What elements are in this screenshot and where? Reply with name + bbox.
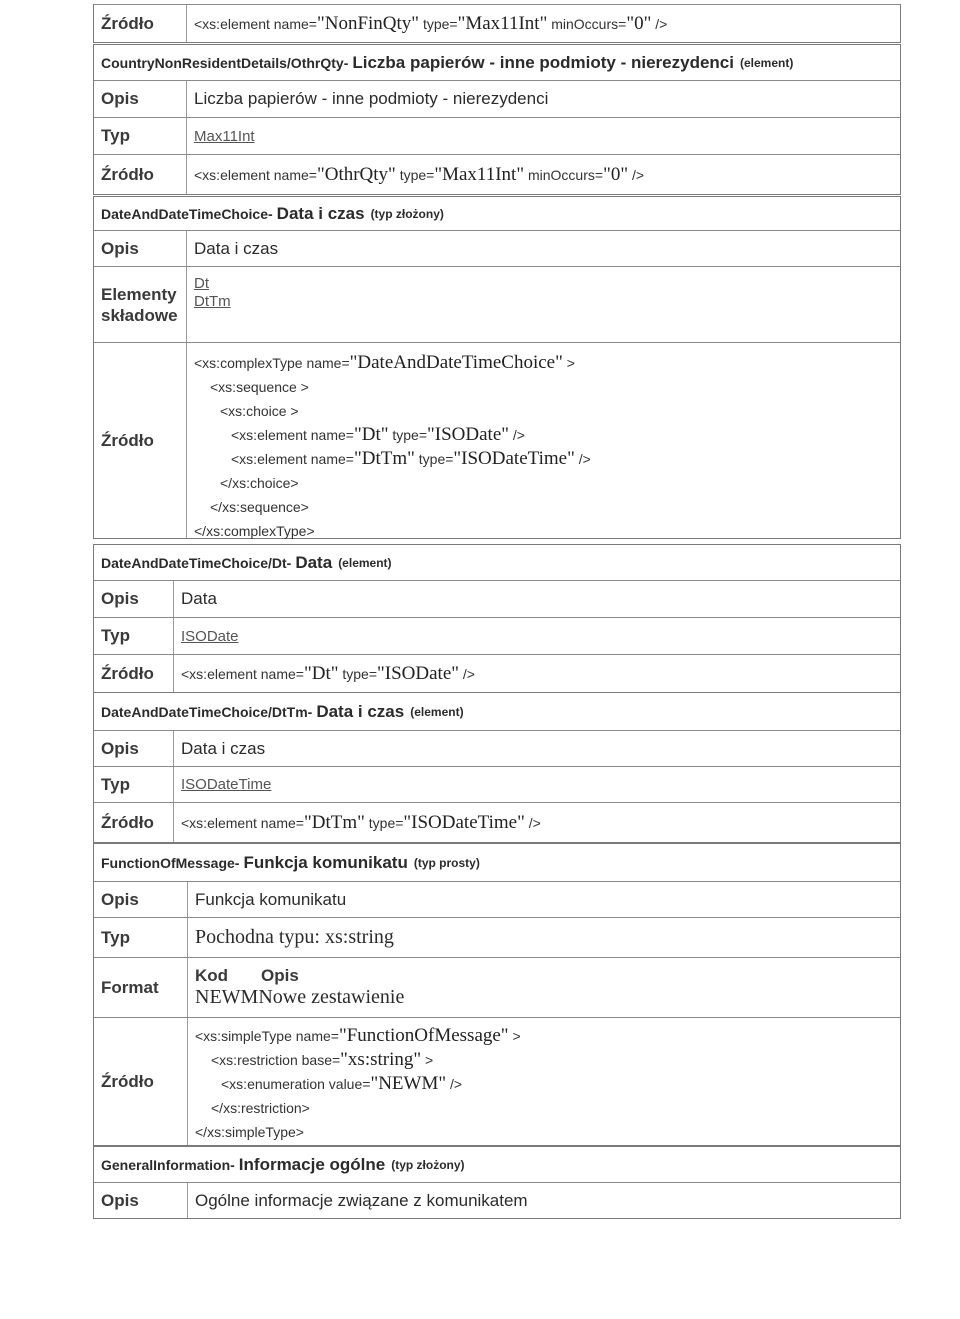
code-token: "Dt" [303,662,339,684]
opis-row [94,80,900,117]
code-token: "Dt" [353,424,389,445]
func-header [93,843,901,881]
opis-label: Opis [94,581,174,617]
code-token: "ISODateTime" [403,811,525,833]
source-row [94,154,900,194]
element-title: Funkcja komunikatu [243,852,408,872]
element-path: DateAndDateTimeChoice- [101,205,273,222]
element-path: CountryNonResidentDetails/OthrQty- [101,54,349,71]
code-token: "0" [626,12,652,34]
source-row [94,1017,900,1145]
code-token: > [512,1028,521,1044]
code-token: "DateAndDateTimeChoice" [349,352,563,373]
code-token: /> [512,427,525,443]
opis-value: Ogólne informacje związane z komunikatem [195,1190,528,1210]
dt-header [93,544,901,580]
code-token: > [425,1052,434,1068]
typ-value: Pochodna typu: xs:string [195,926,394,948]
nonfinqty-section [93,4,901,43]
code-token: type= [392,427,428,443]
code-line [195,1024,521,1048]
opis-label: Opis [94,731,174,766]
code-token: "xs:string" [340,1049,422,1070]
code-token: /> [450,1076,463,1092]
format-header [195,966,299,986]
code-token: <xs:enumeration value= [221,1076,371,1092]
code-token: <xs:element name= [231,427,354,443]
general-section [93,1182,901,1219]
opis-value: Data i czas [194,238,279,258]
code-token: <xs:simpleType name= [195,1028,339,1044]
code-line [211,1048,521,1072]
format-row [94,957,900,1017]
source-code [187,5,667,42]
element-title: Data i czas [276,203,365,223]
code-token: "NonFinQty" [316,12,420,34]
element-kind: (typ złożony) [370,206,444,221]
typ-row [94,766,900,802]
opis-column-header: Opis [261,966,299,985]
code-token: "OthrQty" [316,163,396,185]
opis-row [94,1182,900,1218]
code-token: <xs:complexType name= [194,355,350,371]
dt-section [93,580,901,693]
kod-column-header: Kod [195,966,229,985]
code-token: <xs:element name= [194,15,317,32]
opis-value: Data [181,589,217,608]
source-code [174,655,475,692]
code-token: "0" [603,163,629,185]
code-token: /> [631,166,645,183]
code-token: type= [418,451,454,467]
type-link[interactable]: ISODateTime [181,776,272,793]
code-line [194,351,591,375]
source-row [94,342,900,538]
code-token: "ISODate" [377,662,460,684]
element-link-dt[interactable]: Dt [194,275,209,292]
code-line: </xs:restriction> [211,1100,310,1116]
source-label: Źródło [94,803,174,842]
code-token: minOccurs= [551,15,627,32]
element-path: DateAndDateTimeChoice/DtTm- [101,703,313,720]
opis-value: Data i czas [181,738,266,758]
source-label: Źródło [94,343,187,538]
element-title: Liczba papierów - inne podmioty - nierezydenci [352,52,734,72]
code-line [231,423,591,447]
typ-label: Typ [94,767,174,802]
code-token: /> [528,814,541,831]
code-token: /> [578,451,591,467]
source-code [187,155,644,194]
source-label: Źródło [94,655,174,692]
source-label: Źródło [94,155,187,194]
opis-label: Opis [94,882,188,917]
code-token: "DtTm" [353,448,415,469]
format-value: NEWMNowe zestawienie [195,986,405,1008]
code-line: <xs:sequence > [210,379,309,395]
code-token: <xs:restriction base= [211,1052,341,1068]
code-token: type= [422,15,458,32]
opis-row [94,580,900,617]
type-link[interactable]: ISODate [181,627,239,645]
code-token: type= [368,814,404,831]
typ-row [94,617,900,654]
element-kind: (typ prosty) [413,855,480,870]
typ-row [94,917,900,957]
othrqty-section [93,80,901,195]
elements-row [94,266,900,342]
type-link[interactable]: Max11Int [194,127,255,145]
dtchoice-section [93,230,901,539]
code-line: </xs:choice> [220,475,299,491]
element-title: Informacje ogólne [238,1154,386,1174]
element-kind: (element) [338,555,392,570]
typ-row [94,117,900,154]
code-token: "NEWM" [370,1073,447,1094]
opis-label: Opis [94,81,187,117]
source-row [94,4,900,42]
code-token: type= [399,166,435,183]
element-kind: (typ złożony) [391,1157,465,1172]
typ-label: Typ [94,918,188,957]
opis-label: Opis [94,1183,188,1218]
opis-row [94,230,900,266]
code-token: "DtTm" [303,811,365,833]
opis-row [94,881,900,917]
code-token: type= [342,665,378,682]
code-line [231,447,591,471]
format-label: Format [94,958,188,1017]
element-link-dttm[interactable]: DtTm [194,293,231,310]
typ-label: Typ [94,118,187,154]
element-kind: (element) [410,704,464,719]
code-token: "Max11Int" [457,12,548,34]
code-line: <xs:choice > [220,403,299,419]
element-kind: (element) [739,55,794,70]
element-path: DateAndDateTimeChoice/Dt- [101,554,292,571]
code-token: "ISODate" [427,424,510,445]
source-code-block [188,1018,521,1145]
element-title: Data [295,552,333,572]
code-token: > [566,355,575,371]
code-token: "FunctionOfMessage" [338,1025,509,1046]
code-token: <xs:element name= [181,814,304,831]
element-path: FunctionOfMessage- [101,854,240,871]
source-label: Źródło [94,1018,188,1145]
opis-row [94,730,900,766]
code-token: "Max11Int" [434,163,525,185]
code-token: "ISODateTime" [453,448,575,469]
typ-label: Typ [94,618,174,654]
source-label: Źródło [94,5,187,42]
code-line [221,1072,521,1096]
code-token: <xs:element name= [231,451,354,467]
dttm-section [93,730,901,843]
code-token: <xs:element name= [194,166,317,183]
element-title: Data i czas [316,701,405,721]
code-line: </xs:complexType> [194,523,315,539]
func-section [93,881,901,1146]
code-token: /> [655,15,668,32]
code-token: /> [462,665,475,682]
code-line: </xs:sequence> [210,499,309,515]
opis-label: Opis [94,231,187,266]
othrqty-header [93,44,901,80]
dtchoice-header [93,196,901,230]
general-header [93,1146,901,1182]
opis-value: Liczba papierów - inne podmioty - nierezydenci [194,89,549,108]
code-token: <xs:element name= [181,665,304,682]
elements-label: Elementy składowe [94,267,187,342]
source-row [94,654,900,692]
source-code [174,803,541,842]
source-row [94,802,900,842]
source-code-block [187,343,591,538]
element-path: GeneralInformation- [101,1156,235,1173]
code-token: minOccurs= [527,166,604,183]
code-line: </xs:simpleType> [195,1124,304,1140]
dttm-header [93,692,901,730]
opis-value: Funkcja komunikatu [195,889,347,909]
